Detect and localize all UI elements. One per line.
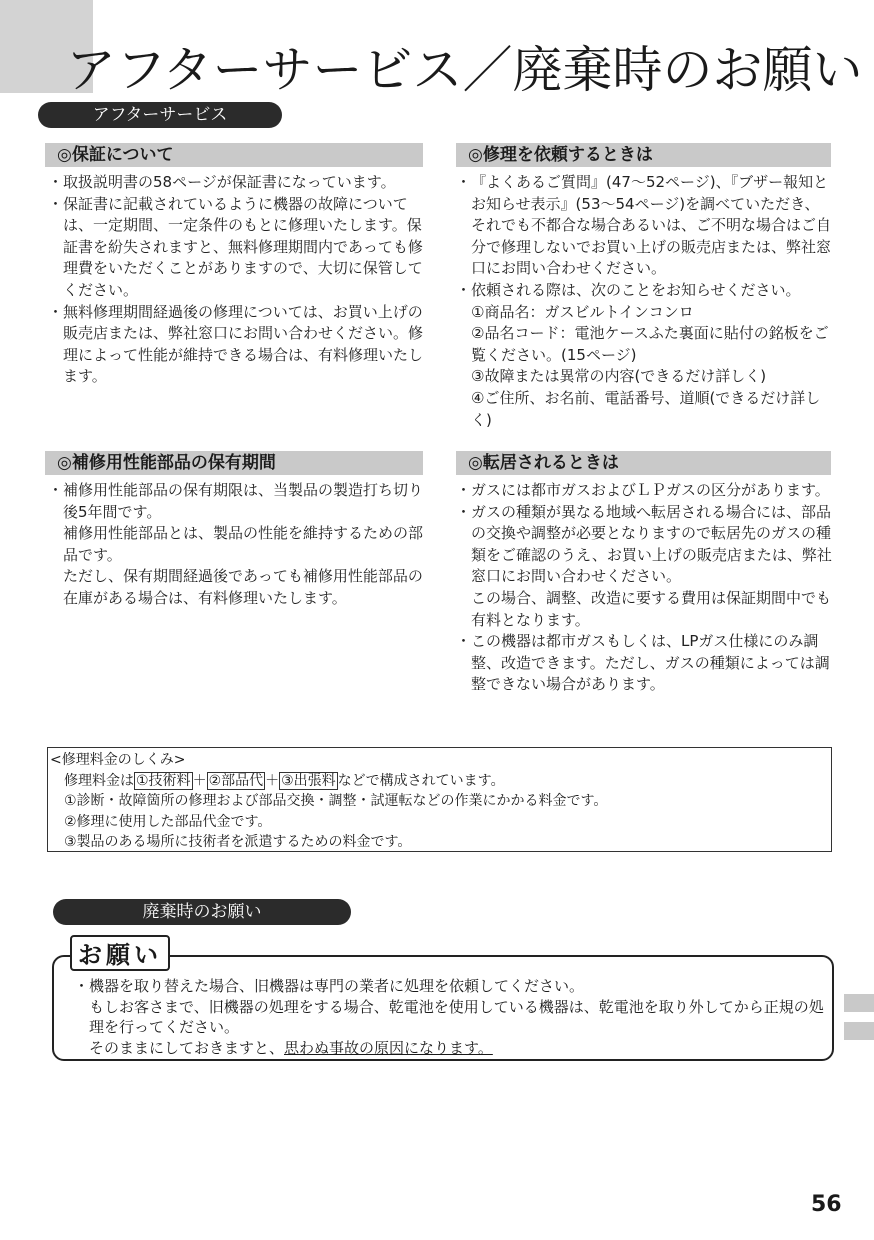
side-index-tab — [844, 1022, 874, 1040]
fee-intro: 修理料金は ①技術料 ＋ ②部品代 ＋ ③出張料 などで構成されています。 — [64, 772, 505, 789]
list-item: ・ 『よくあるご質問』(47〜52ページ)、『ブザー報知とお知らせ表示』(53〜54ページ)を調べていただき、それでも不都合な場合あるいは、ご不明な場合はご自分で修理しないでお買い上げの販売店または、弊社窓口にお問い合わせください。 — [456, 173, 832, 278]
parts-line-2: 補修用性能部品とは、製品の性能を維持するための部品です。 — [63, 524, 424, 564]
warranty-heading: ◎保証について — [45, 143, 423, 167]
fee-item-2: ②修理に使用した部品代金です。 — [64, 813, 272, 830]
fee-item-3: ③製品のある場所に技術者を派遣するための料金です。 — [64, 834, 412, 850]
fee-parts-label: ②部品代 — [208, 772, 264, 789]
repair-heading: ◎修理を依頼するときは — [456, 143, 831, 167]
notice-title: お願い — [70, 935, 170, 971]
disposal-notice-body — [74, 976, 826, 1058]
list-item: ・ 保証書に記載されているように機器の故障については、一定期間、一定条件のもとに修理いたします。保証書を紛失されますと、無料修理期間内であっても修理費をいただくことがありますので、大切に保管してください。 — [48, 194, 423, 299]
parts-line-3: ただし、保有期間経過後であっても補修用性能部品の在庫がある場合は、有料修理いたします。 — [63, 567, 423, 607]
moving-body — [456, 480, 834, 696]
moving-heading: ◎転居されるときは — [456, 451, 831, 475]
list-item: ・ この機器は都市ガスもしくは、LPガス仕様にのみ調整、改造できます。ただし、ガスの種類によっては調整できない場合があります。 — [456, 632, 830, 694]
side-index-tab — [844, 994, 874, 1012]
repair-body — [456, 172, 834, 431]
after-service-pill: アフターサービス — [38, 102, 282, 128]
list-item: ・ 取扱説明書の58ページが保証書になっています。 — [48, 173, 396, 191]
disposal-pill: 廃棄時のお願い — [53, 899, 351, 925]
list-item: ・ ガスの種類が異なる地域へ転居される場合には、部品の交換や調整が必要となりますので転居先のガスの種類をご確認のうえ、お買い上げの販売店または、弊社窓口にお問い合わせください。 — [456, 502, 832, 586]
disposal-line-3: そのままにしておきますと、思わぬ事故の原因になります。 — [89, 1038, 493, 1057]
list-item: ・ 補修用性能部品の保有期限は、当製品の製造打ち切り後5年間です。 — [48, 481, 424, 521]
fee-item-1: ①診断・故障箇所の修理および部品交換・調整・試運転などの作業にかかる料金です。 — [64, 793, 608, 809]
list-item: ・ 機器を取り替えた場合、旧機器は専門の業者に処理を依頼してください。 — [74, 977, 585, 995]
page-title: アフターサービス／廃棄時のお願い — [66, 41, 863, 99]
repair-item-1: ①商品名：ガスビルトインコンロ — [471, 302, 694, 321]
repair-fee-box — [47, 747, 832, 852]
moving-line-3: この場合、調整、改造に要する費用は保証期間中でも有料となります。 — [471, 588, 832, 629]
parts-body — [48, 480, 426, 610]
repair-item-4: ④ご住所、お名前、電話番号、道順(できるだけ詳しく) — [471, 388, 821, 429]
repair-item-3: ③故障または異常の内容(できるだけ詳しく) — [471, 367, 767, 386]
list-item: ・ ガスには都市ガスおよびＬＰガスの区分があります。 — [456, 481, 830, 499]
list-item: ・ 依頼される際は、次のことをお知らせください。 — [456, 280, 801, 299]
parts-heading: ◎補修用性能部品の保有期間 — [45, 451, 423, 475]
disposal-line-2: もしお客さまで、旧機器の処理をする場合、乾電池を使用している機器は、乾電池を取り外してから正規の処理を行ってください。 — [89, 997, 824, 1036]
warranty-body — [48, 172, 426, 388]
repair-item-2: ②品名コード：電池ケースふた裏面に貼付の銘板をご覧ください。(15ページ) — [471, 324, 829, 364]
list-item: ・ 無料修理期間経過後の修理については、お買い上げの販売店または、弊社窓口にお問い合わせください。修理によって性能が維持できる場合は、有料修理いたします。 — [48, 302, 424, 386]
fee-tech-label: ①技術料 — [136, 772, 191, 789]
fee-travel-label: ③出張料 — [281, 772, 336, 789]
page-number: 56 — [811, 1192, 842, 1217]
accident-warning: 思わぬ事故の原因になります。 — [284, 1038, 493, 1057]
fee-title: <修理料金のしくみ> — [50, 752, 186, 768]
